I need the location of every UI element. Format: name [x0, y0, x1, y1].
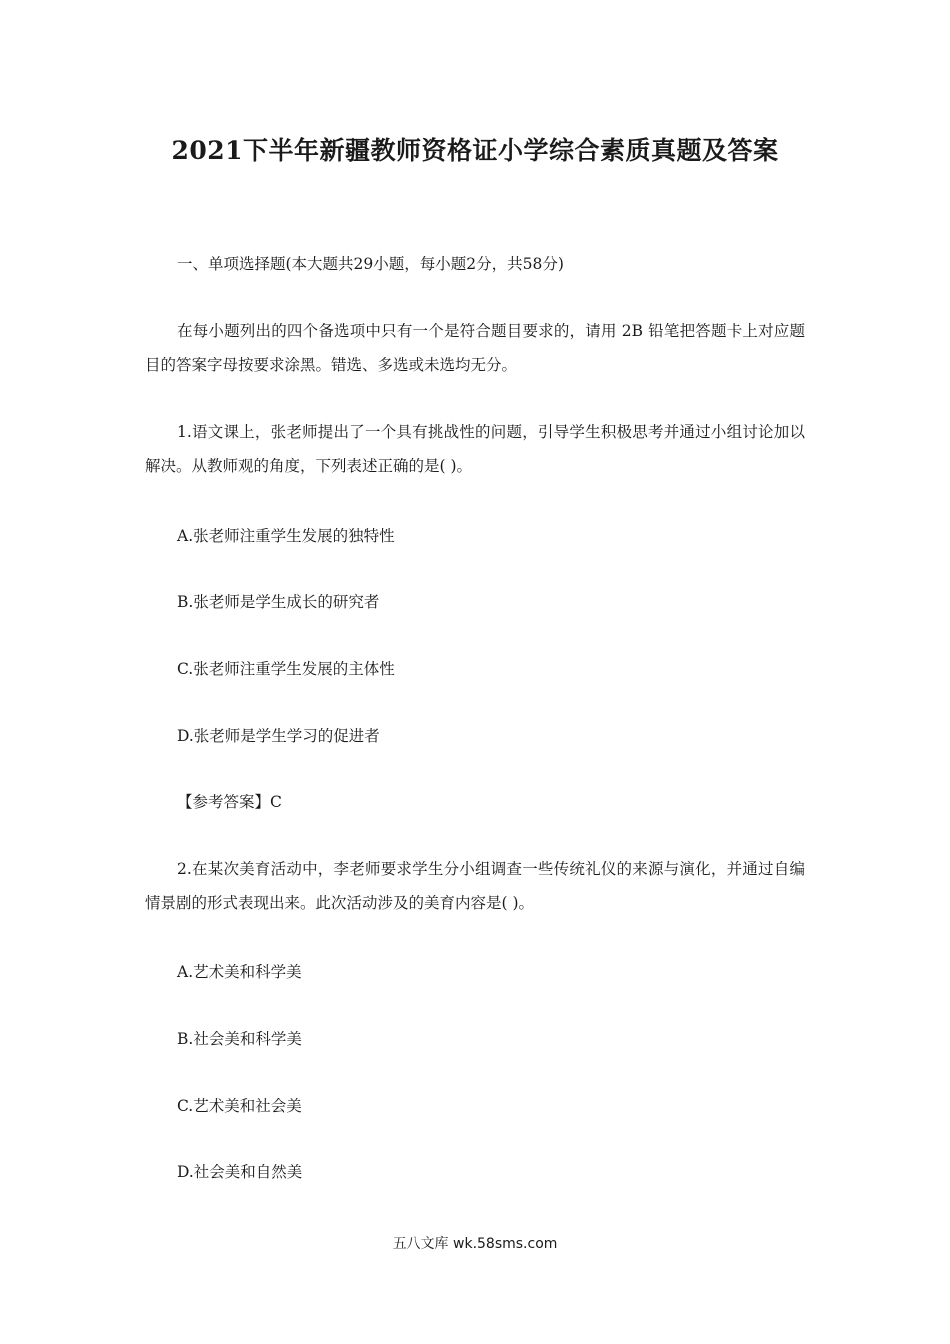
- instructions: 在每小题列出的四个备选项中只有一个是符合题目要求的，请用 2B 铅笔把答题卡上对应题目的答案字母按要求涂黑。错选、多选或未选均无分。: [145, 322, 805, 374]
- question-2-option-c: C.艺术美和社会美: [177, 1097, 302, 1115]
- page-footer: 五八文库 wk.58sms.com: [392, 1236, 558, 1252]
- question-1-option-a: A.张老师注重学生发展的独特性: [177, 527, 395, 545]
- question-1-stem: 1.语文课上，张老师提出了一个具有挑战性的问题，引导学生积极思考并通过小组讨论加以解决。从教师观的角度，下列表述正确的是( )。: [145, 423, 805, 475]
- document-title: 2021下半年新疆教师资格证小学综合素质真题及答案: [171, 136, 779, 165]
- question-2-option-d: D.社会美和自然美: [177, 1163, 303, 1181]
- question-1-option-b: B.张老师是学生成长的研究者: [177, 593, 380, 611]
- question-1-option-d: D.张老师是学生学习的促进者: [177, 727, 380, 745]
- question-2-stem: 2.在某次美育活动中，李老师要求学生分小组调查一些传统礼仪的来源与演化，并通过自编情景剧的形式表现出来。此次活动涉及的美育内容是( )。: [145, 860, 805, 912]
- section-heading: 一、单项选择题(本大题共29小题，每小题2分，共58分): [177, 255, 564, 273]
- question-1-option-c: C.张老师注重学生发展的主体性: [177, 660, 395, 678]
- question-2-option-b: B.社会美和科学美: [177, 1030, 302, 1048]
- question-2-option-a: A.艺术美和科学美: [177, 963, 302, 981]
- question-1-answer: 【参考答案】C: [177, 793, 282, 811]
